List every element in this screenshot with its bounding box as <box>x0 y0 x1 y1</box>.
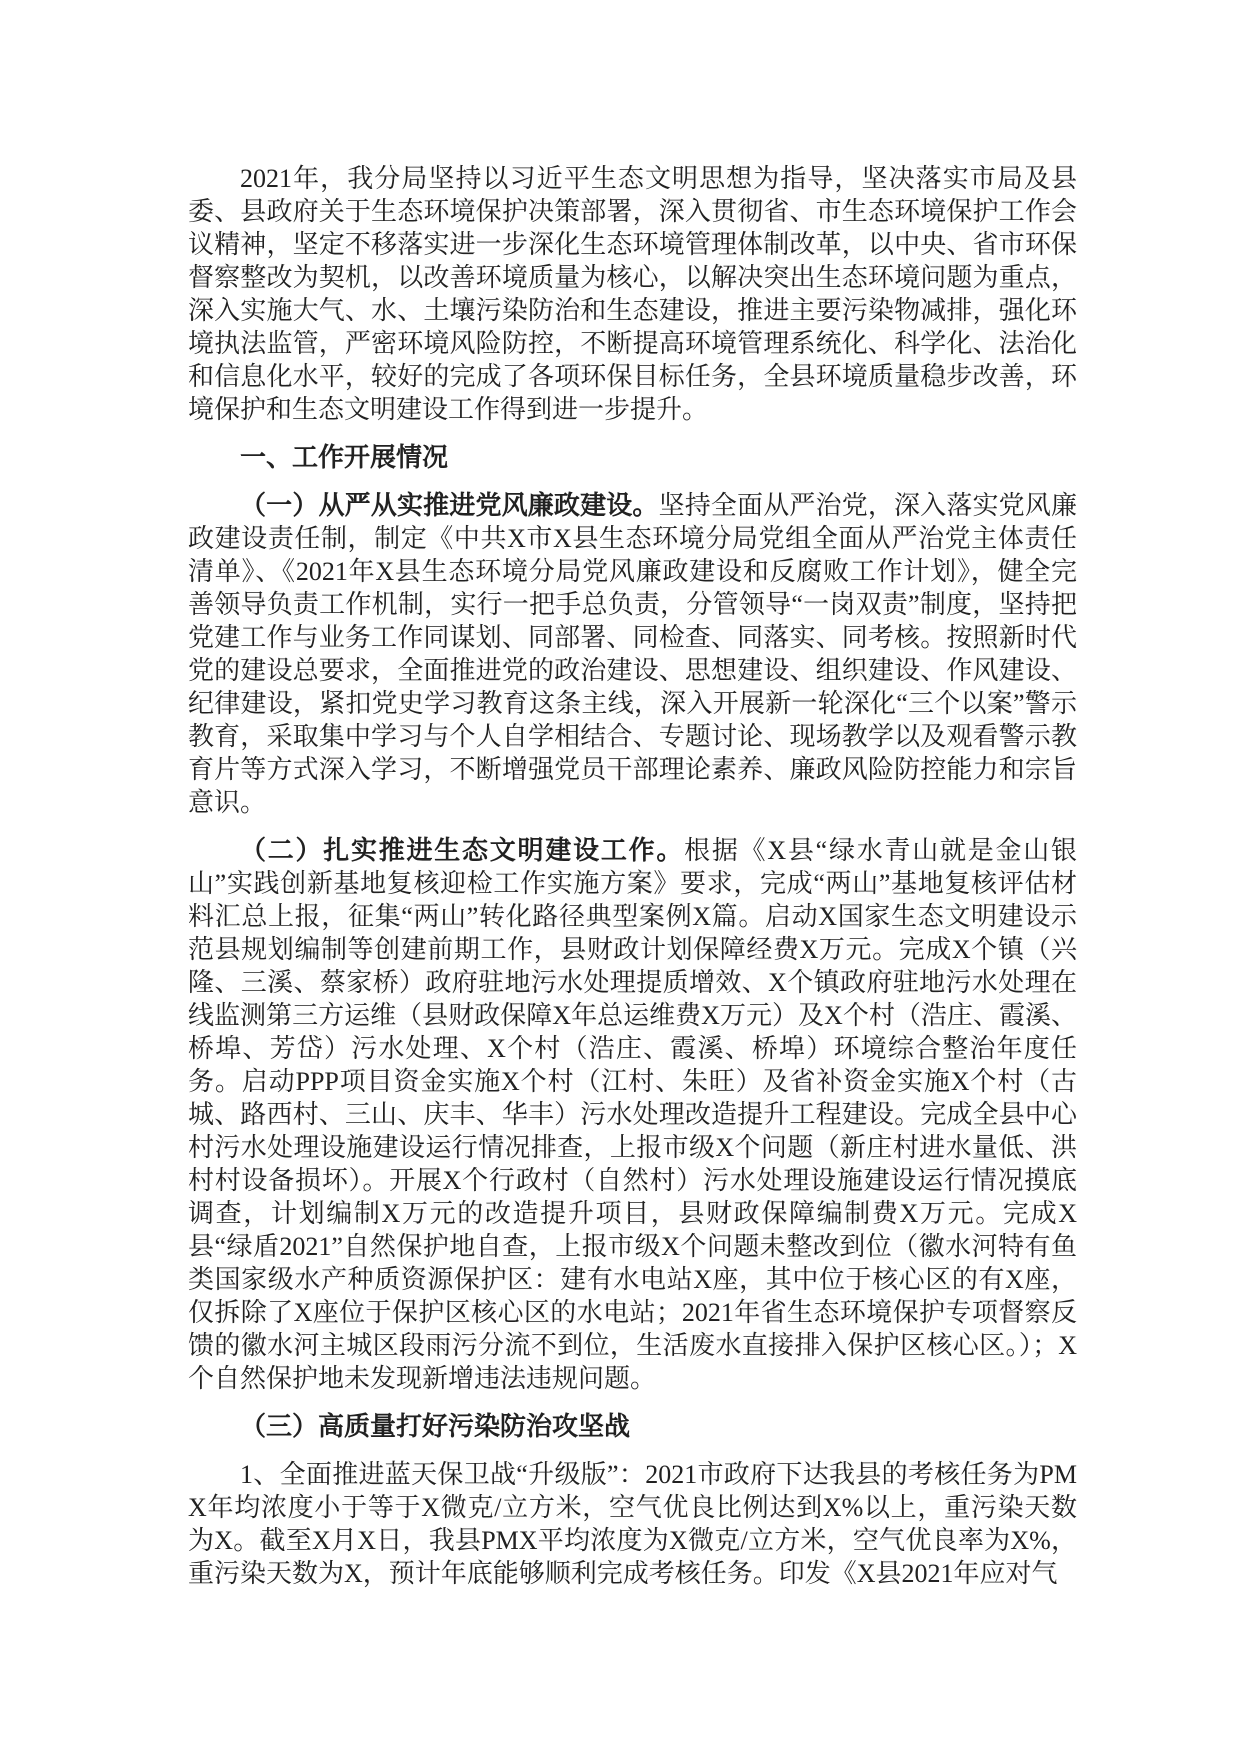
section-heading-work-progress: 一、工作开展情况 <box>240 443 449 472</box>
subsection-2-lead: （二）扎实推进生态文明建设工作。 <box>240 836 685 865</box>
item-1-paragraph: 1、全面推进蓝天保卫战“升级版”：2021市政府下达我县的考核任务为PMX年均浓度小于等于X微克/立方米，空气优良比例达到X%以上，重污染天数为X。截至X月X日，我县PMX平均浓度为X微克/立方米，空气优良率为X%，重污染天数为X，预计年底能够顺利完成考核任务。印发《X县2021年应对气 <box>188 1460 1077 1588</box>
subsection-1-text: 坚持全面从严治党，深入落实党风廉政建设责任制，制定《中共X市X县生态环境分局党组全面从严治党主体责任清单》、《2021年X县生态环境分局党风廉政建设和反腐败工作计划》，健全完善领导负责工作机制，实行一把手总负责，分管领导“一岗双责”制度，坚持把党建工作与业务工作同谋划、同部署、同检查、同落实、同考核。按照新时代党的建设总要求，全面推进党的政治建设、思想建设、组织建设、作风建设、纪律建设，紧扣党史学习教育这条主线，深入开展新一轮深化“三个以案”警示教育，采取集中学习与个人自学相结合、专题讨论、现场教学以及观看警示教育片等方式深入学习，不断增强党员干部理论素养、廉政风险防控能力和宗旨意识。 <box>188 491 1077 817</box>
subsection-paragraph-1 <box>188 489 1077 819</box>
subsection-paragraph-2 <box>188 834 1077 1395</box>
subsection-1-lead: （一）从严从实推进党风廉政建设。 <box>240 491 659 520</box>
subsection-2-text: 根据《X县“绿水青山就是金山银山”实践创新基地复核迎检工作实施方案》要求，完成“两山”基地复核评估材料汇总上报，征集“两山”转化路径典型案例X篇。启动X国家生态文明建设示范县规划编制等创建前期工作，县财政计划保障经费X万元。完成X个镇（兴隆、三溪、蔡家桥）政府驻地污水处理提质增效、X个镇政府驻地污水处理在线监测第三方运维（县财政保障X年总运维费X万元）及X个村（浩庄、霞溪、桥埠、芳岱）污水处理、X个村（浩庄、霞溪、桥埠）环境综合整治年度任务。启动PPP项目资金实施X个村（江村、朱旺）及省补资金实施X个村（古城、路西村、三山、庆丰、华丰）污水处理改造提升工程建设。完成全县中心村污水处理设施建设运行情况排查，上报市级X个问题（新庄村进水量低、洪村村设备损坏）。开展X个行政村（自然村）污水处理设施建设运行情况摸底调查，计划编制X万元的改造提升项目，县财政保障编制费X万元。完成X县“绿盾2021”自然保护地自查，上报市级X个问题未整改到位（徽水河特有鱼类国家级水产种质资源保护区：建有水电站X座，其中位于核心区的有X座，仅拆除了X座位于保护区核心区的水电站；2021年省生态环境保护专项督察反馈的徽水河主城区段雨污分流不到位，生活废水直接排入保护区核心区。）；X个自然保护地未发现新增违法违规问题。 <box>188 836 1077 1393</box>
intro-paragraph: 2021年，我分局坚持以习近平生态文明思想为指导，坚决落实市局及县委、县政府关于生态环境保护决策部署，深入贯彻省、市生态环境保护工作会议精神，坚定不移落实进一步深化生态环境管理体制改革，以中央、省市环保督察整改为契机，以改善环境质量为核心，以解决突出生态环境问题为重点，深入实施大气、水、土壤污染防治和生态建设，推进主要污染物减排，强化环境执法监管，严密环境风险防控，不断提高环境管理系统化、科学化、法治化和信息化水平，较好的完成了各项环保目标任务，全县环境质量稳步改善，环境保护和生态文明建设工作得到进一步提升。 <box>188 164 1077 424</box>
subsection-heading-3: （三）高质量打好污染防治攻坚战 <box>240 1412 631 1441</box>
